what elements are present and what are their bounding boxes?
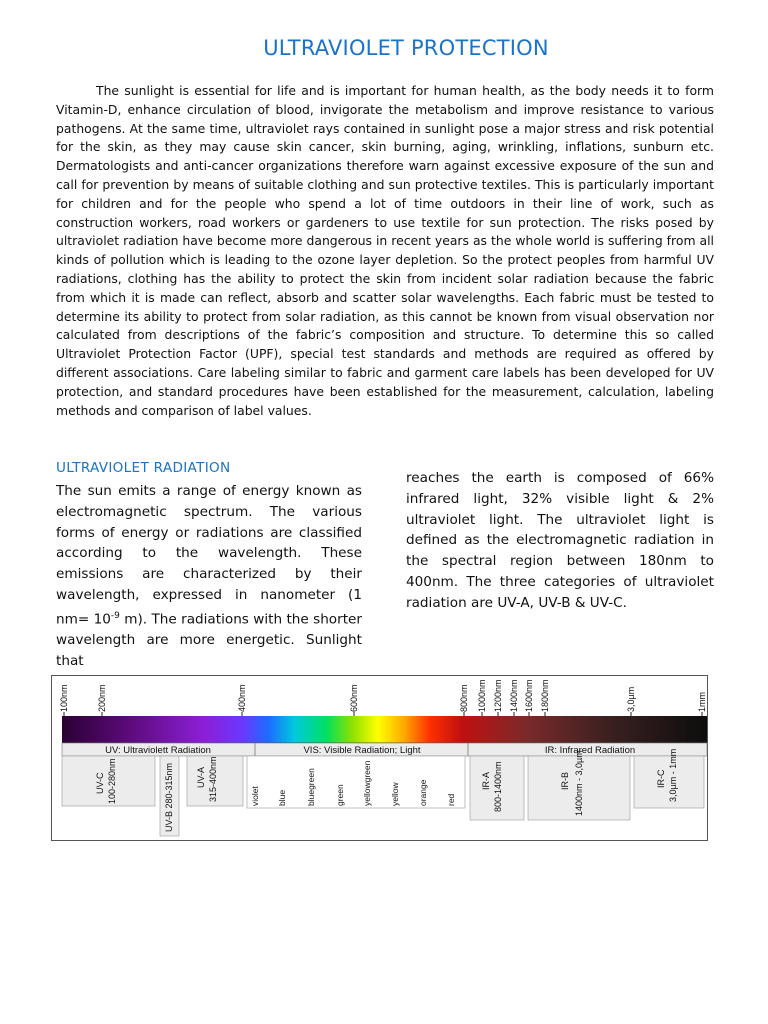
color-label-red: red — [446, 793, 456, 806]
tick-label: 1600nm — [524, 679, 534, 712]
region-label-uv: UV: Ultraviolett Radiation — [105, 745, 211, 756]
exponent: -9 — [110, 610, 120, 621]
uv-b-name: UV-B 280-315nm — [164, 762, 174, 832]
region-label-vis: VIS: Visible Radiation; Light — [303, 745, 421, 756]
ir-c-name: IR-C — [656, 769, 666, 788]
tick-label: 200nm — [97, 684, 107, 712]
ir-b-range: 1400nm - 3,0µm — [574, 750, 584, 816]
uv-a-name: UV-A — [196, 766, 206, 788]
color-label-yellow: yellow — [390, 782, 400, 806]
color-label-violet: violet — [250, 786, 260, 806]
tick-label: 600nm — [349, 684, 359, 712]
ir-a-name: IR-A — [481, 772, 491, 790]
tick-label: 800nm — [459, 684, 469, 712]
left-column-text-part2: m). The radiations with the shorter wavelength are more energetic. Sunlight that — [56, 611, 362, 669]
tick-label: 1400nm — [509, 679, 519, 712]
uv-c-range: 100-280nm — [107, 758, 117, 804]
tick-label: 1mm — [697, 692, 707, 712]
color-label-orange: orange — [418, 779, 428, 806]
spectrum-bar — [62, 716, 707, 743]
section-heading: ULTRAVIOLET RADIATION — [56, 460, 231, 476]
left-column-text — [56, 481, 362, 672]
tick-label: 1800nm — [540, 679, 550, 712]
ir-c-range: 3,0µm - 1mm — [668, 748, 678, 802]
left-column-text-part1: The sun emits a range of energy known as electromagnetic spectrum. The various forms of energy or radiations are classified according to the wavelength. These emissions are characterized by their wavelength, expressed in nanometer (1 nm= 10 — [56, 483, 362, 628]
page-title: ULTRAVIOLET PROTECTION — [263, 36, 549, 60]
spectrum-svg — [52, 676, 709, 842]
tick-label: 400nm — [237, 684, 247, 712]
tick-label: 1000nm — [477, 679, 487, 712]
spectrum-figure — [51, 675, 708, 841]
intro-paragraph: The sunlight is essential for life and is important for human health, as the body needs it to form Vitamin-D, enhance circulation of blood, invigorate the metabolism and improve resistance to various pathogens. At the same time, ultraviolet rays contained in sunlight pose a major stress and risk potential for the skin, as they may cause skin cancer, skin burning, aging, wrinkling, inflations, sunburn etc. Dermatologists and anti-cancer organizations therefore warn against excessive exposure of the sun and call for prevention by means of suitable clothing and sun protective textiles. This is particularly important for children and for the people who spend a lot of time outdoors in their line of work, such as construction workers, road workers or gardeners to use textile for sun protection. The risks posed by ultraviolet radiation have become more dangerous in recent years as the whole world is suffering from all kinds of pollution which is leading to the ozone layer depletion. So the protect peoples from harmful UV radiations, clothing has the ability to protect the skin from incident solar radiation because the fabric from which it is made can reflect, absorb and scatter solar wavelengths. Each fabric must be tested to determine its ability to protect from solar radiation, as this cannot be known from visual observation nor calculated from descriptions of the fabric’s composition and structure. To determine this so called Ultraviolet Protection Factor (UPF), special test standards and methods are required as offered by different associations. Care labeling similar to fabric and garment care labels has been developed for UV protection, and standard procedures have been established for the measurement, calculation, labeling methods and comparison of label values. — [56, 83, 714, 418]
uv-a-range: 315-400nm — [208, 756, 218, 802]
color-label-yellowgreen: yellowgreen — [362, 760, 372, 806]
tick-label: 1200nm — [493, 679, 503, 712]
ir-b-name: IR-B — [560, 772, 570, 790]
uv-c-name: UV-C — [95, 772, 105, 794]
color-label-blue: blue — [277, 789, 287, 806]
region-label-ir: IR: Infrared Radiation — [544, 745, 636, 756]
color-label-green: green — [335, 784, 345, 806]
tick-label: 100nm — [59, 684, 69, 712]
right-column-text: reaches the earth is composed of 66% infrared light, 32% visible light & 2% ultraviolet light. The ultraviolet light is defined as the electromagnetic radiation in the spectral region between 180nm to 400nm. The three categories of ultraviolet radiation are UV-A, UV-B & UV-C. — [406, 470, 714, 611]
ir-a-range: 800-1400nm — [493, 761, 503, 812]
tick-label: 3,0µm — [626, 686, 636, 712]
color-label-bluegreen: bluegreen — [306, 768, 316, 806]
